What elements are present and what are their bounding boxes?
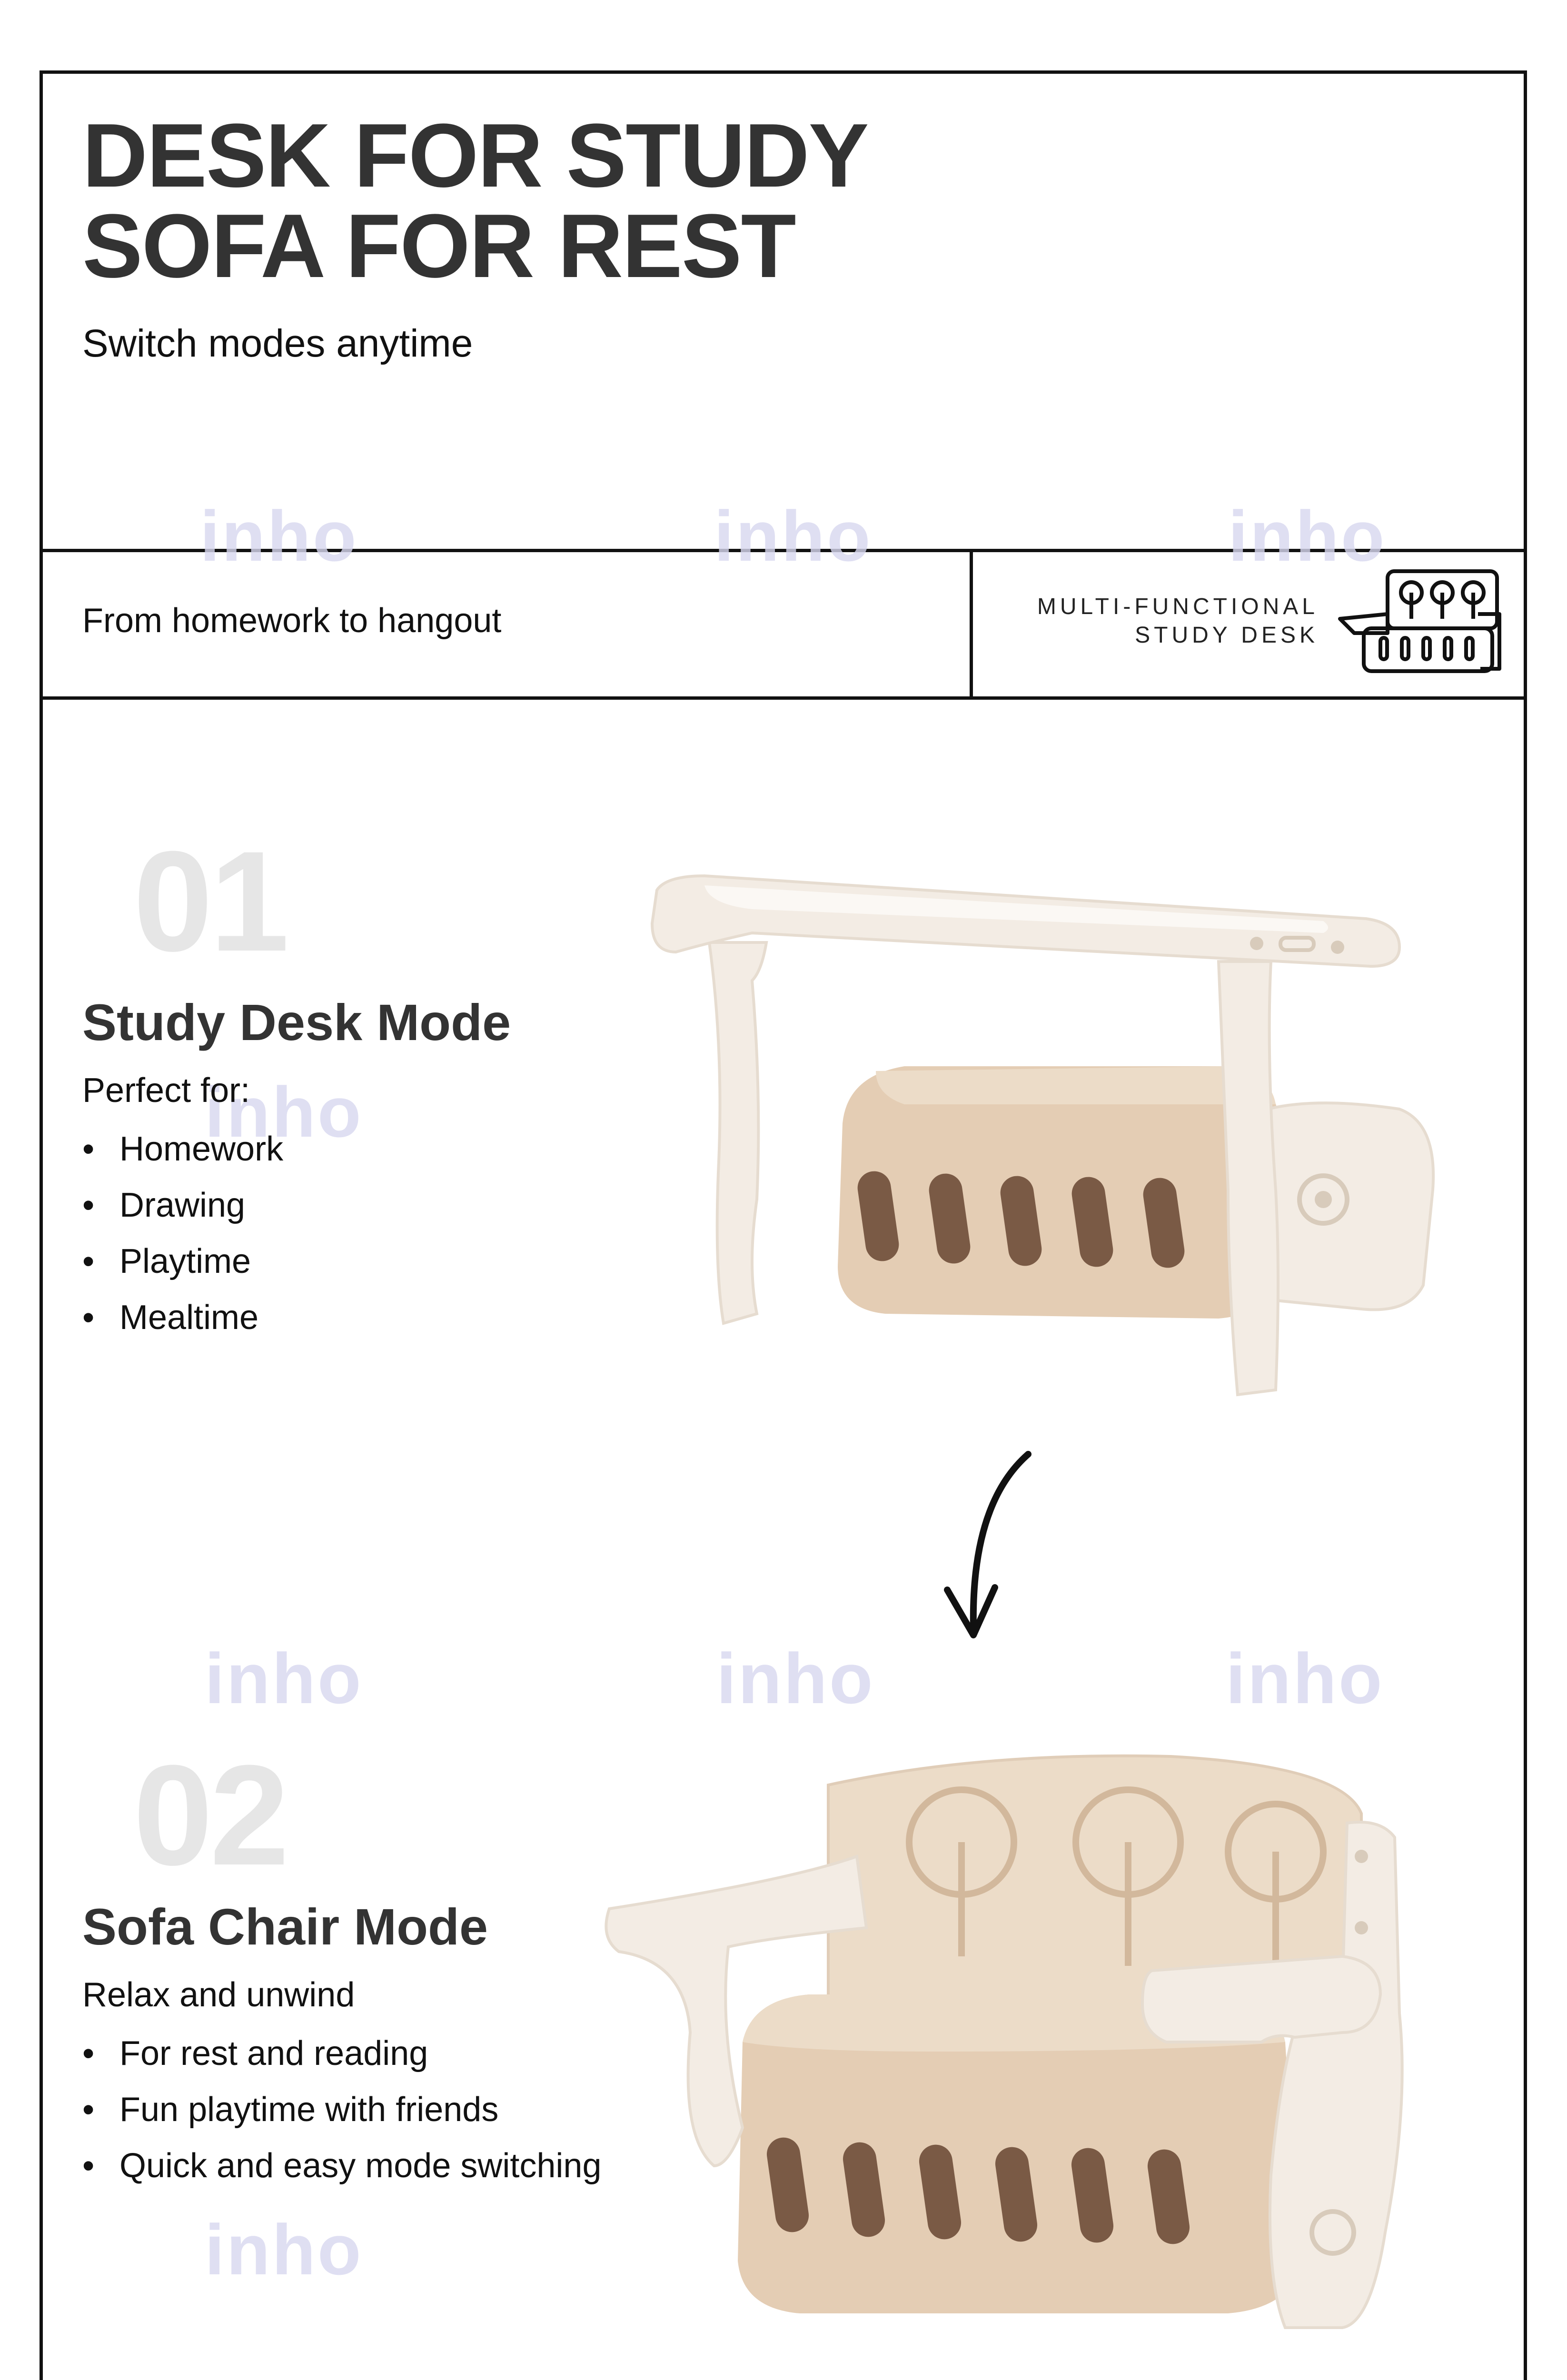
watermark-logo: inho bbox=[714, 496, 873, 576]
divider-vertical bbox=[970, 549, 973, 700]
watermark-logo: inho bbox=[1226, 1638, 1384, 1718]
watermark-logo: inho bbox=[200, 496, 358, 576]
list-item: • Mealtime bbox=[82, 1289, 283, 1346]
list-item: • Drawing bbox=[82, 1177, 283, 1233]
tagline: From homework to hangout bbox=[82, 602, 502, 640]
feature-list bbox=[82, 2025, 602, 2194]
watermark-logo: inho bbox=[205, 2210, 363, 2290]
badge-line-2: STUDY DESK bbox=[1135, 623, 1319, 648]
list-item: • For rest and reading bbox=[82, 2025, 602, 2082]
mode-number: 02 bbox=[133, 1735, 287, 1895]
title-line-1: DESK FOR STUDY bbox=[82, 105, 868, 206]
watermark-logo: inho bbox=[1228, 496, 1387, 576]
list-item: • Fun playtime with friends bbox=[82, 2082, 602, 2138]
feature-list bbox=[82, 1121, 283, 1346]
badge-label bbox=[976, 593, 1319, 650]
sofa-desk-icon bbox=[1335, 562, 1507, 681]
badge-line-1: MULTI-FUNCTIONAL bbox=[1037, 594, 1319, 619]
list-item: • Quick and easy mode switching bbox=[82, 2138, 602, 2194]
divider-strip bbox=[43, 696, 1524, 700]
page-title bbox=[82, 105, 1130, 297]
list-item: • Playtime bbox=[82, 1233, 283, 1289]
page-subtitle: Switch modes anytime bbox=[82, 322, 473, 365]
watermark-logo: inho bbox=[716, 1638, 875, 1718]
list-item: • Homework bbox=[82, 1121, 283, 1177]
mode-number: 01 bbox=[133, 821, 287, 981]
mode-lead: Perfect for: bbox=[82, 1071, 250, 1110]
study-desk-illustration bbox=[638, 857, 1447, 1399]
watermark-logo: inho bbox=[205, 1638, 363, 1718]
mode-lead: Relax and unwind bbox=[82, 1976, 355, 2014]
curved-down-arrow-icon bbox=[933, 1447, 1047, 1647]
mode-title: Sofa Chair Mode bbox=[82, 1898, 488, 1955]
sofa-chair-illustration bbox=[600, 1747, 1438, 2342]
watermark-logo: inho bbox=[205, 1072, 363, 1152]
mode-title: Study Desk Mode bbox=[82, 993, 511, 1051]
title-line-2: SOFA FOR REST bbox=[82, 196, 795, 297]
